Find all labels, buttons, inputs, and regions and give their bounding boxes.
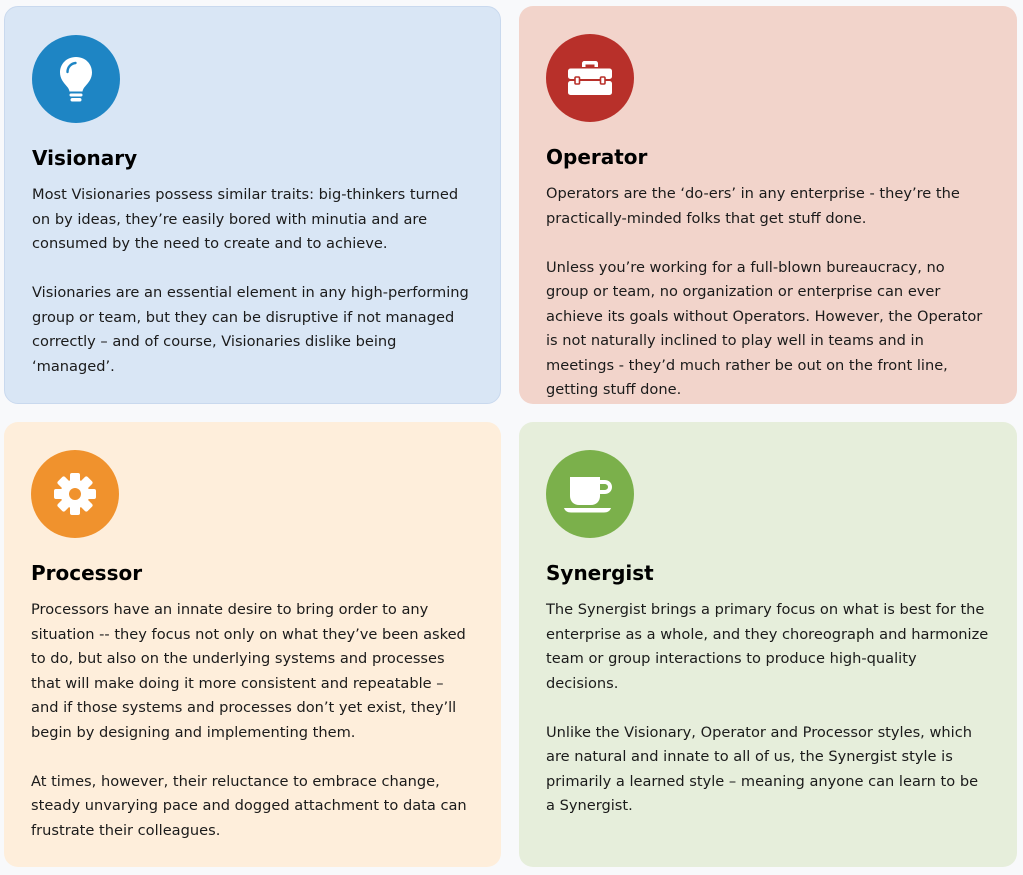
visionary-title: Visionary — [32, 146, 138, 170]
synergist-paragraph-1: The Synergist brings a primary focus on what is best for the enterprise as a whole, and they choreograph and harmonize team or group interactions to produce high-quality decisions. — [546, 601, 989, 692]
processor-paragraph-2: At times, however, their reluctance to embrace change, steady unvarying pace and dogged attachment to data can frustrate their colleagues. — [31, 772, 467, 839]
processor-paragraph-1: Processors have an innate desire to bring order to any situation -- they focus not only on what they’ve been asked to do, but also on the underlying systems and processes that will make doing it more consistent and repeatable – and if those systems and processes don’t yet exist, they’ll begin by designing and implementing them. — [31, 601, 466, 741]
synergist-paragraph-2: Unlike the Visionary, Operator and Processor styles, which are natural and innate to all of us, the Synergist style is primarily a learned style – meaning anyone can learn to be a Synergist. — [546, 723, 979, 814]
operator-paragraph-2: Unless you’re working for a full-blown bureaucracy, no group or team, no organization or enterprise can ever achieve its goals without Operators. However, the Operator is not naturally inclined to play well in teams and in meetings - they’d much rather be out on the front line, getting stuff done. — [546, 258, 983, 398]
card-processor — [4, 422, 501, 867]
gear-icon — [53, 472, 97, 516]
lightbulb-icon — [59, 56, 93, 102]
processor-icon-circle — [31, 450, 119, 538]
visionary-paragraph-1: Most Visionaries possess similar traits: big-thinkers turned on by ideas, they’re easily bored with minutia and are consumed by the need to create and to achieve. — [32, 186, 459, 252]
visionary-paragraph-2: Visionaries are an essential element in any high-performing group or team, but they can be disruptive if not managed correctly – and of course, Visionaries dislike being ‘managed’. — [32, 284, 469, 375]
operator-title: Operator — [546, 145, 648, 169]
visionary-icon-circle — [32, 35, 120, 123]
synergist-title: Synergist — [546, 561, 654, 585]
synergist-icon-circle — [546, 450, 634, 538]
card-visionary — [4, 6, 501, 404]
toolbox-icon — [567, 60, 613, 96]
operator-icon-circle — [546, 34, 634, 122]
operator-paragraph-1: Operators are the ‘do-ers’ in any enterprise - they’re the practically-minded folks that get stuff done. — [546, 185, 960, 227]
processor-title: Processor — [31, 561, 143, 585]
card-operator — [519, 6, 1017, 404]
coffee-cup-icon — [563, 474, 617, 514]
card-synergist — [519, 422, 1017, 867]
